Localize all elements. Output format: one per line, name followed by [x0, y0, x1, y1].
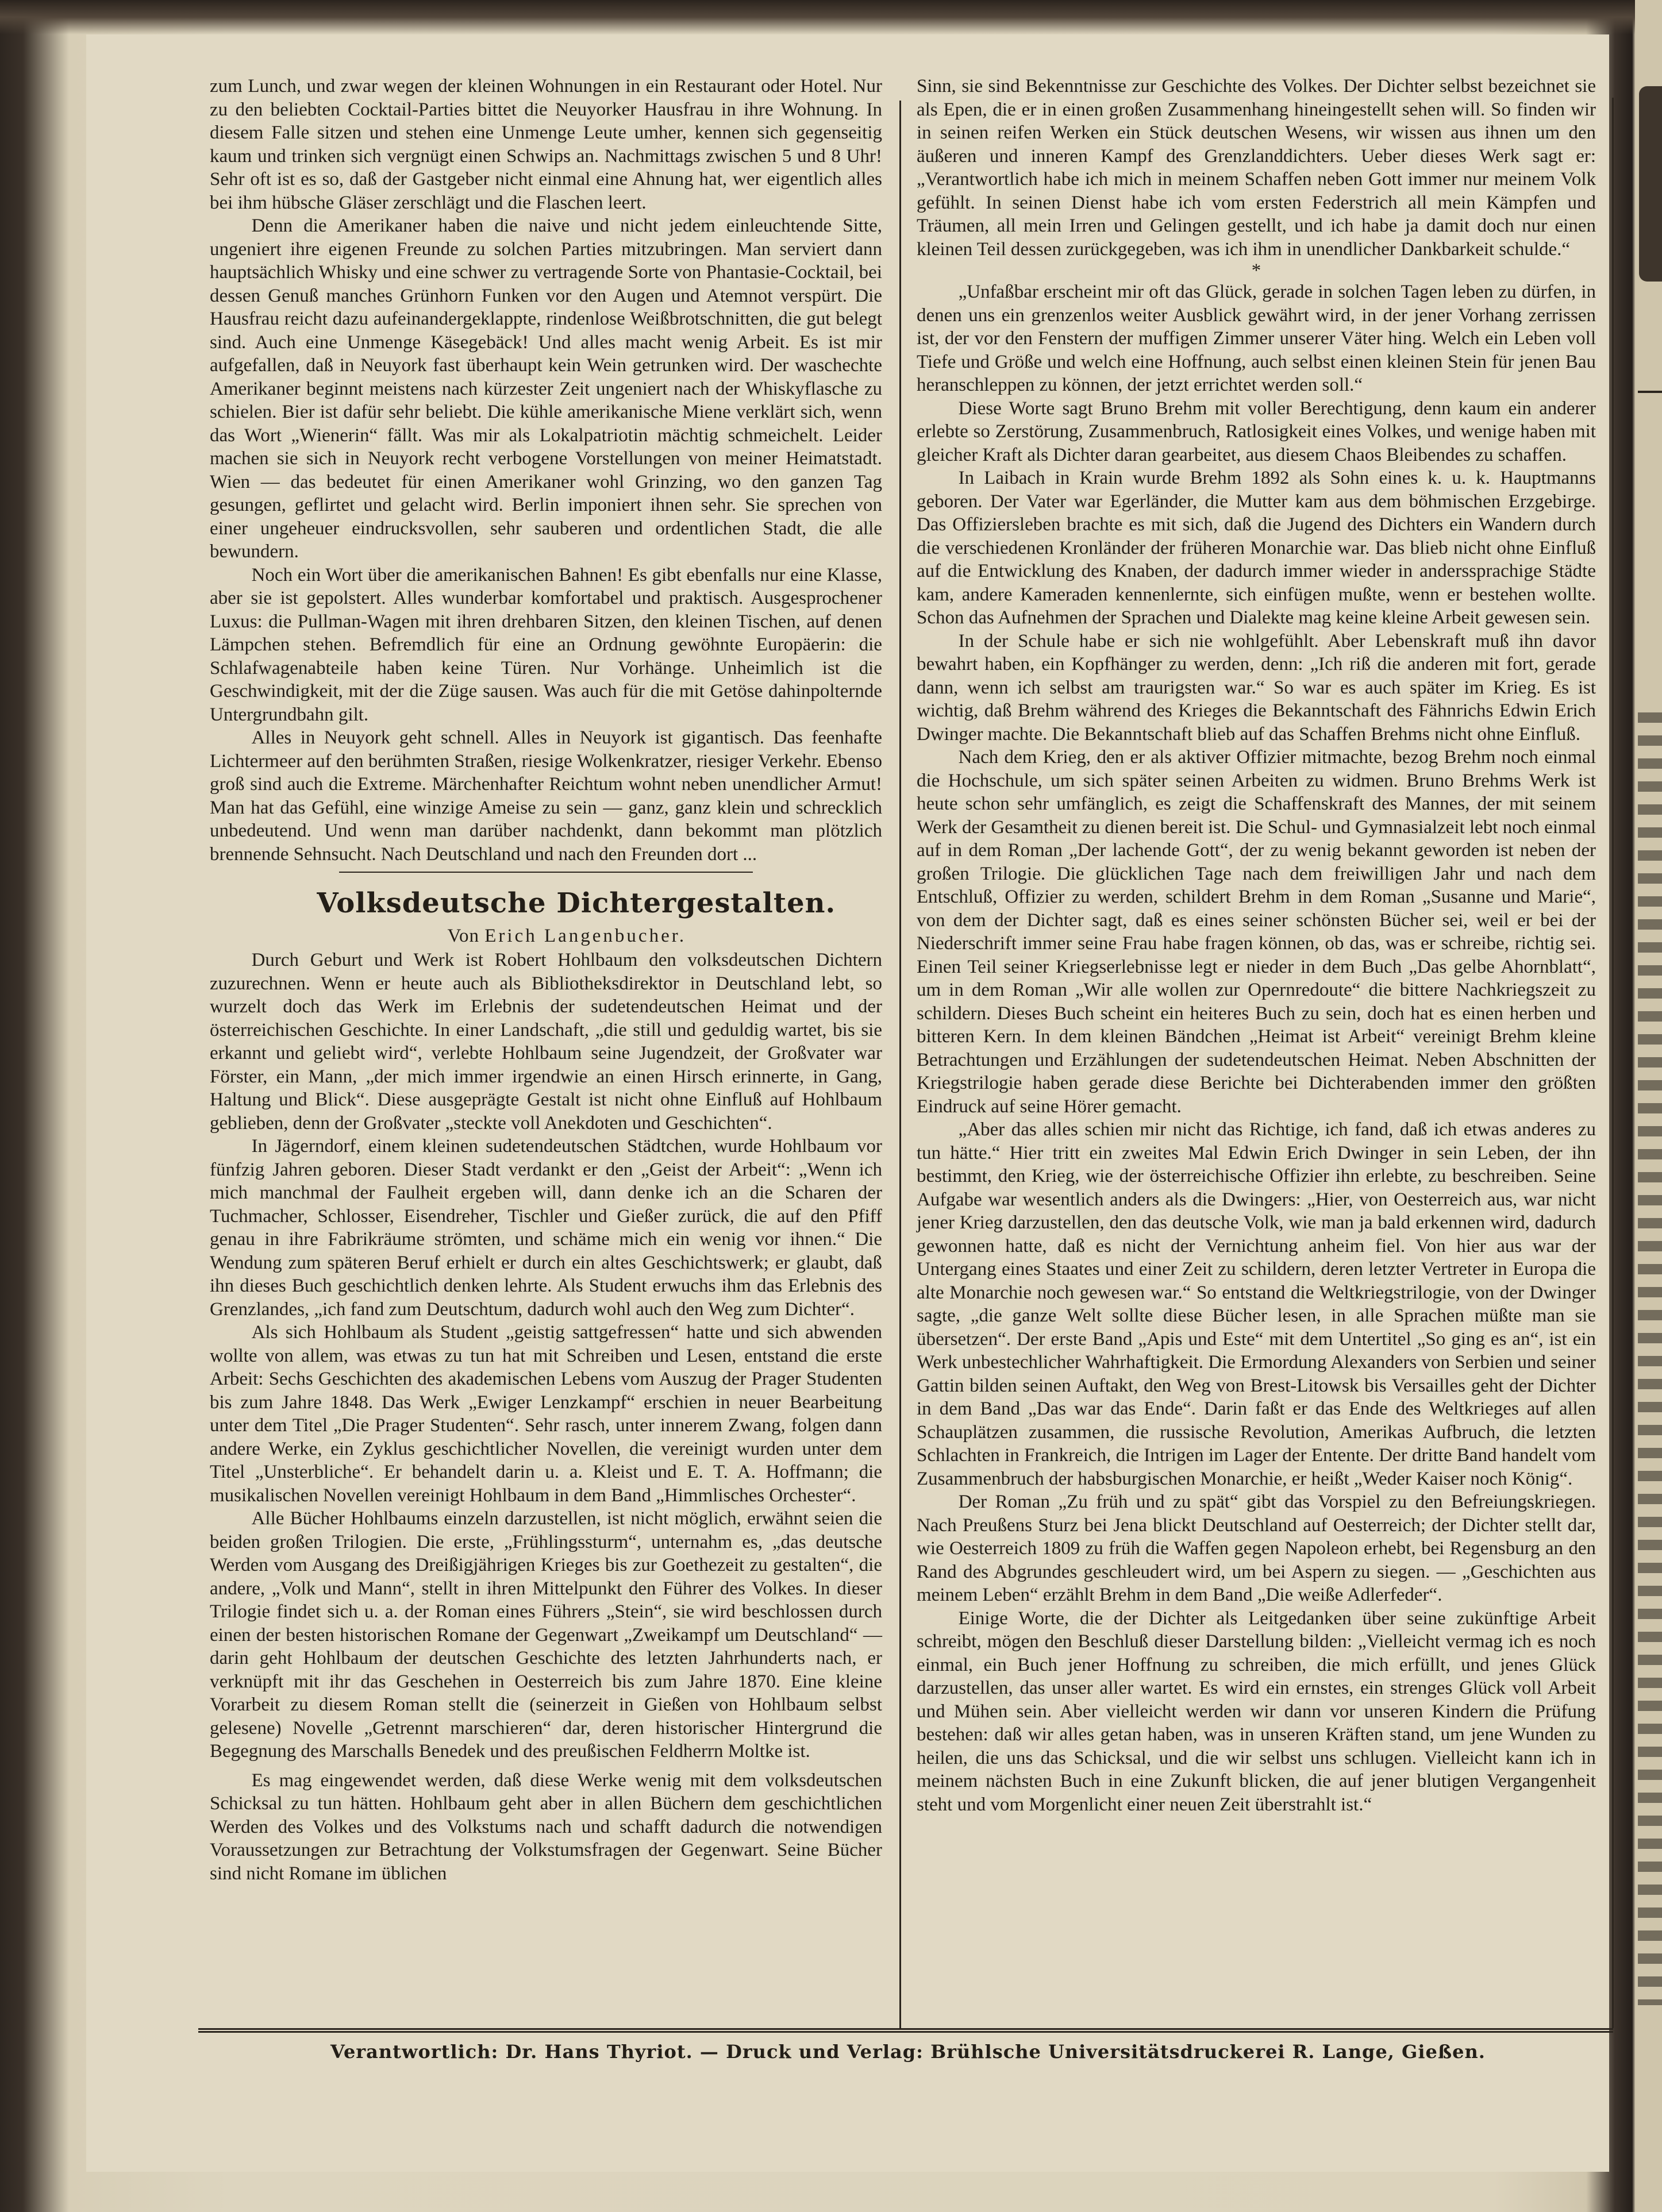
paragraph: Der Roman „Zu früh und zu spät“ gibt das Vorspiel zu den Befreiungskriegen. Nach Preußens Sturz bei Jena blickt Deutschland auf Oesterreich; der Dichter stellt dar, wie Oesterreich 1809 zu früh die Waffen gegen Napoleon erhebt, bei Regensburg an den Rand des Abgrundes geschleudert wird, um bei Aspern zu siegen. — „Geschichten aus meinem Leben“ erzählt Brehm in dem Band „Die weiße Adlerfeder“.: [917, 1492, 1596, 1605]
paragraph: Als sich Hohlbaum als Student „geistig sattgefressen“ hatte und sich abwenden wollte von allem, was etwas zu tun hat mit Schreiben und Lesen, entstand die erste Arbeit: Sechs Geschichten des akademischen Lebens vom Auszug der Prager Studenten bis zum Jahre 1848. Das Werk „Ewiger Lenzkampf“ erschien in neuer Bearbeitung unter dem Titel „Die Prager Studenten“. Sehr rasch, unter innerem Zwang, folgen dann andere Werke, ein Zyklus geschichtlicher Novellen, die vereinigt wurden unter dem Titel „Unsterbliche“. Er behandelt darin u. a. Kleist und E. T. A. Hoffmann; die musikalischen Novellen vereinigt Hohlbaum in dem Band „Himmlisches Orchester“.: [210, 1322, 882, 1506]
paragraph: Es mag eingewendet werden, daß diese Werke wenig mit dem volksdeutschen Schicksal zu tun hätten. Hohlbaum geht aber in allen Büchern dem geschichtlichen Werden des Volkes und des Volkstums nach und schafft dadurch die notwendigen Voraussetzungen zur Betrachtung der Volkstumsfragen der Gegenwart. Seine Bücher sind nicht Romane im üblichen: [210, 1770, 882, 1884]
byline: [210, 923, 882, 949]
left-column: [210, 75, 882, 1885]
paragraph: Einige Worte, die der Dichter als Leitgedanken über seine zukünftige Arbeit schreibt, mögen den Beschluß dieser Darstellung bilden: „Vielleicht vermag ich es noch einmal, ein Buch jener Hoffnung zu schreiben, die mich erfüllt, und jenes Glück darzustellen, das unser aller wartet. Es wird ein ernstes, ein strenges Glück voll Arbeit und Mühen sein. Aber vielleicht werden wir dann vor unseren Kindern die Prüfung bestehen: daß wir alles getan haben, was in unseren Kräften stand, um jene Wunden zu heilen, die uns das Schicksal, und die wir selbst uns schlugen. Vielleicht kann ich in meinem nächsten Buch in eine Zukunft blicken, die auf jener blutigen Vergangenheit steht und vom Morgenlicht einer neuen Zeit überstrahlt ist.“: [917, 1608, 1596, 1815]
paragraph: In Jägerndorf, einem kleinen sudetendeutschen Städtchen, wurde Hohlbaum vor fünfzig Jahren geboren. Dieser Stadt verdankt er den „Geist der Arbeit“: „Wenn ich mich manchmal der Faulheit ergeben will, dann denke ich an die Scharen der Tuchmacher, Schlosser, Eisendreher, Tischler und Gießer zurück, die auf den Pfiff genau in ihre Fabrikräume strömten, und schäme mich ein wenig vor ihnen.“ Die Wendung zum späteren Beruf erhielt er durch ein altes Geschichtswerk; er glaubt, daß ihn dieses Buch geschichtlich denken lehrte. Als Student erwuchs ihm das Erlebnis des Grenzlandes, „ich fand zum Deutschtum, dadurch wohl auch den Weg zum Dichter“.: [210, 1136, 882, 1320]
section-divider: [339, 872, 753, 873]
adjacent-page-letter: [1639, 86, 1662, 282]
column-divider: [899, 101, 901, 2028]
paragraph: In der Schule habe er sich nie wohlgefühlt. Aber Lebenskraft muß ihn davor bewahrt haben, ein Kopfhänger zu werden, denn: „Ich riß die anderen mit fort, gerade dann, wenn ich selbst am traurigsten war.“ So war es auch später im Krieg. Es ist wichtig, daß Brehm während des Krieges die Bekanntschaft des Fähnrichs Edwin Erich Dwinger machte. Die Bekanntschaft blieb auf das Schaffen Brehms nicht ohne Einfluß.: [917, 630, 1596, 745]
scan-top-edge: [0, 0, 1662, 34]
imprint-footer: Verantwortlich: Dr. Hans Thyriot. — Druck und Verlag: Brühlsche Universitätsdruckerei R. Lange, Gießen.: [330, 2041, 1486, 2063]
paragraph: Nach dem Krieg, den er als aktiver Offizier mitmachte, bezog Brehm noch einmal die Hochschule, um sich später seinen Arbeiten zu widmen. Bruno Brehms Werk ist heute schon sehr umfänglich, es zeigt die Schaffenskraft des Mannes, der mit seinem Werk der Gesamtheit zu dienen bereit ist. Die Schul- und Gymnasialzeit lebt noch einmal auf in dem Roman „Der lachende Gott“, der zu wenig bekannt geworden ist neben der großen Trilogie. Die glücklichen Tage nach dem freiwilligen Jahr und nach dem Entschluß, Offizier zu werden, schildert Brehm in dem Roman „Susanne und Marie“, von dem der Dichter sagt, daß es eines seiner schönsten Bücher sei, weil er bei der Niederschrift immer seine Frau habe fragen können, ob das, was er schreibe, richtig sei. Einen Teil seiner Kriegserlebnisse legt er nieder in dem Buch „Das gelbe Ahornblatt“, um in dem Roman „Wir alle wollen zur Opernredoute“ die bittere Nachkriegszeit zu schildern. Dieses Buch scheint ein heiteres Buch zu sein, doch hat es einen herben und bitteren Kern. In dem kleinen Bändchen „Heimat ist Arbeit“ vereinigt Brehm kleine Betrachtungen und Erzählungen der sudetendeutschen Heimat. Neben Abschnitten der Kriegstrilogie haben gerade diese Berichte bei Dichterabenden immer den größten Eindruck auf seine Hörer gemacht.: [917, 747, 1596, 1117]
adjacent-page-rule: [1638, 391, 1662, 393]
section-star: *: [1251, 260, 1261, 281]
paragraph: „Unfaßbar erscheint mir oft das Glück, gerade in solchen Tagen leben zu dürfen, in denen uns ein grenzenlos weiter Ausblick gewährt wird, in der jener Vorhang zerrissen ist, der vor den Fenstern der muffigen Zimmer unserer Väter hing. Welch ein Leben voll Tiefe und Größe und welch eine Hoffnung, auch selbst einen kleinen Stein für jenen Bau heranschleppen zu können, der jetzt errichtet werden soll.“: [917, 282, 1596, 395]
paragraph: Alle Bücher Hohlbaums einzeln darzustellen, ist nicht möglich, erwähnt seien die beiden großen Trilogien. Die erste, „Frühlingssturm“, unternahm es, „das deutsche Werden vom Ausgang des Dreißigjährigen Krieges bis zur Goethezeit zu gestalten“, die andere, „Volk und Mann“, stellt in ihren Mittelpunkt den Führer des Volkes. In dieser Trilogie findet sich u. a. der Roman eines Führers „Stein“, sie wird beschlossen durch einen der besten historischen Romane der Gegenwart „Zweikampf um Deutschland“ — darin geht Hohlbaum der deutschen Geschichte des letzten Jahrhunderts nach, er verknüpft mit ihr das Geschehen in Oesterreich bis zum Jahre 1870. Eine kleine Vorarbeit zu diesem Roman stellt die (seinerzeit in Gießen von Hohlbaum selbst gelesene) Novelle „Getrennt marschieren“ dar, deren historischer Hintergrund die Begegnung des Marschalls Benedek und des preußischen Feldherrn Moltke ist.: [210, 1508, 882, 1762]
paragraph: Diese Worte sagt Bruno Brehm mit voller Berechtigung, denn kaum ein anderer erlebte so Zerstörung, Zusammenbruch, Ratlosigkeit eines Volkes, und wenige haben mit gleicher Kraft als Dichter daran gearbeitet, aus diesem Chaos Bleibendes zu schaffen.: [917, 398, 1596, 465]
paragraph: Alles in Neuyork geht schnell. Alles in Neuyork ist gigantisch. Das feenhafte Lichtermeer auf den berühmten Straßen, riesige Wolkenkratzer, riesiger Verkehr. Ebenso groß sind auch die Extreme. Märchenhafter Reichtum wohnt neben unendlicher Armut! Man hat das Gefühl, eine winzige Ameise zu sein — ganz, ganz klein und schrecklich unbedeutend. Und wenn man darüber nachdenkt, dann bekommt man plötzlich brennende Sehnsucht. Nach Deutschland und nach den Freunden dort ...: [210, 727, 882, 865]
author-name: Erich Langenbucher.: [484, 926, 687, 946]
paragraph: Durch Geburt und Werk ist Robert Hohlbaum den volksdeutschen Dichtern zuzurechnen. Wenn er heute auch als Bibliotheksdirektor in Deutschland lebt, so wurzelt doch das Werk im Erlebnis der sudetendeutschen Heimat und der österreichischen Geschichte. In einer Landschaft, „die still und geduldig wartet, bis sie erkannt und geliebt wird“, verlebte Hohlbaum seine Jugendzeit, der Großvater war Förster, ein Mann, „der mich immer irgendwie an einen Hirsch erinnerte, in Gang, Haltung und Blick“. Diese ausgeprägte Gestalt ist nicht ohne Einfluß auf Hohlbaum geblieben, denn der Großvater „steckte voll Anekdoten und Geschichten“.: [210, 950, 882, 1134]
paragraph: Sinn, sie sind Bekenntnisse zur Geschichte des Volkes. Der Dichter selbst bezeichnet sie als Epen, die er in einen großen Zusammenhang hineingestellt sehen will. So finden wir in seinen reifen Werken ein Stück deutschen Wesens, wir wissen aus ihnen um den äußeren und inneren Kampf des Grenzlanddichters. Ueber dieses Werk sagt er: „Verantwortlich habe ich mich in meinem Schaffen neben Gott immer nur meinem Volk gefühlt. In seinen Dienst habe ich vom ersten Federstrich all mein Kämpfen und Träumen, all mein Irren und Gelingen gestellt, und ich habe ja damit doch nur einen kleinen Teil dessen zurückgegeben, was ich ihm in unendlicher Dankbarkeit schulde.“: [917, 76, 1596, 260]
byline-prefix: Von: [447, 926, 480, 946]
paragraph: Denn die Amerikaner haben die naive und nicht jedem einleuchtende Sitte, ungeniert ihre eigenen Freunde zu solchen Parties mitzubringen. Man serviert dann hauptsächlich Whisky und eine schwer zu vertragende Sorte von Phantasie-Cocktail, bei dessen Genuß manches Grünhorn Funken vor den Augen und Atemnot verspürt. Die Hausfrau reicht dazu aufeinandergeklappte, rindenlose Weißbrotschnitten, die gut belegt sind. Auch eine Unmenge Käsegebäck! Und alles macht wenig Arbeit. Es ist mir aufgefallen, daß in Neuyork fast überhaupt kein Wein getrunken wird. Der waschechte Amerikaner beginnt meistens nach kürzester Zeit ungeniert nach der Whiskyflasche zu schielen. Bier ist dafür sehr beliebt. Die kühle amerikanische Miene verklärt sich, wenn das Wort „Wienerin“ fällt. Was mir als Lokalpatriotin mächtig schmeichelt. Leider machen sie sich in Neuyork recht verbogene Vorstellungen von meiner Heimatstadt. Wien — das bedeutet für einen Amerikaner wohl Grinzing, wo den ganzen Tag gesungen, geflirtet und gelacht wird. Berlin imponiert ihnen sehr. Sie sprechen von einer ungeheuer eindrucksvollen, sehr sauberen und ordentlichen Stadt, die alle bewundern.: [210, 215, 882, 562]
paragraph: „Aber das alles schien mir nicht das Richtige, ich fand, daß ich etwas anderes zu tun hätte.“ Hier tritt ein zweites Mal Edwin Erich Dwinger in sein Leben, der ihn bestimmt, den Krieg, wie der österreichische Offizier ihn erlebte, zu beschreiben. Seine Aufgabe war wesentlich anders als die Dwingers: „Hier, von Oesterreich aus, war nicht jener Krieg darzustellen, den das deutsche Volk, wie man ja bald erkennen wird, dadurch gewonnen hatte, daß es nicht der Vernichtung anheim fiel. Von hier aus war der Untergang eines Staates und einer Zeit zu schildern, deren letzter Vertreter in Europa die alte Monarchie noch gewesen war.“ So entstand die Weltkriegstrilogie, von der Dwinger sagte, „die ganze Welt sollte diese Bücher lesen, in alle Sprachen müßte man sie übersetzen“. Der erste Band „Apis und Este“ mit dem Untertitel „So ging es an“, ist ein Werk unbestechlicher Wahrhaftigkeit. Die Ermordung Alexanders von Serbien und seiner Gattin bilden seinen Auftakt, den Weg von Brest-Litowsk bis Versailles geht der Dichter in dem Band „Das war das Ende“. Darin faßt er das Ende des Weltkrieges auf allen Schauplätzen zusammen, die russische Revolution, Amerikas Aufbruch, die letzten Schlachten in Frankreich, die Intrigen im Lager der Entente. Der dritte Band handelt vom Zusammenbruch der habsburgischen Monarchie, er heißt „Weder Kaiser noch König“.: [917, 1119, 1596, 1489]
footer-rule: [198, 2028, 1613, 2033]
paragraph: Noch ein Wort über die amerikanischen Bahnen! Es gibt ebenfalls nur eine Klasse, aber sie ist gepolstert. Alles wunderbar komfortabel und praktisch. Ausgesprochener Luxus: die Pullman-Wagen mit ihren drehbaren Sitzen, den kleinen Tischen, auf denen Lämpchen stehen. Befremdlich für eine an Ordnung gewöhnte Europäerin: die Schlafwagenabteile haben keine Türen. Nur Vorhänge. Unheimlich ist die Geschwindigkeit, mit der die Züge sausen. Was auch für die mit Getöse dahinpolternde Untergrundbahn gilt.: [210, 564, 882, 725]
adjacent-page-text: [1638, 712, 1662, 2005]
right-column: [917, 75, 1596, 1816]
article-title: Volksdeutsche Dichtergestalten.: [317, 887, 836, 919]
paragraph: zum Lunch, und zwar wegen der kleinen Wohnungen in ein Restaurant oder Hotel. Nur zu den beliebten Cocktail-Parties bittet die Neuyorker Hausfrau in ihre Wohnung. In diesem Falle sitzen und stehen eine Unmenge Leute umher, kennen sich gegenseitig kaum und trinken sich vergnügt einen Schwips an. Nachmittags zwischen 5 und 8 Uhr! Sehr oft ist es so, daß der Gastgeber nicht einmal eine Ahnung hat, wer eigentlich alles bei ihm hübsche Gläser zerschlägt und die Flaschen leert.: [210, 76, 882, 213]
paragraph: In Laibach in Krain wurde Brehm 1892 als Sohn eines k. u. k. Hauptmanns geboren. Der Vater war Egerländer, die Mutter kam aus dem böhmischen Erzgebirge. Das Offiziersleben brachte es mit sich, daß die Jugend des Dichters ein Wandern durch die verschiedenen Kronländer der früheren Monarchie war. Das blieb nicht ohne Einfluß auf die Entwicklung des Knaben, der dadurch immer wieder in anderssprachige Städte kam, andere Kameraden kennenlernte, sich einfügen mußte, wenn er bestehen wollte. Schon das Aufnehmen der Sprachen und Dialekte mag keine kleine Arbeit gewesen sein.: [917, 468, 1596, 628]
right-border-rule: [1612, 98, 1614, 2028]
